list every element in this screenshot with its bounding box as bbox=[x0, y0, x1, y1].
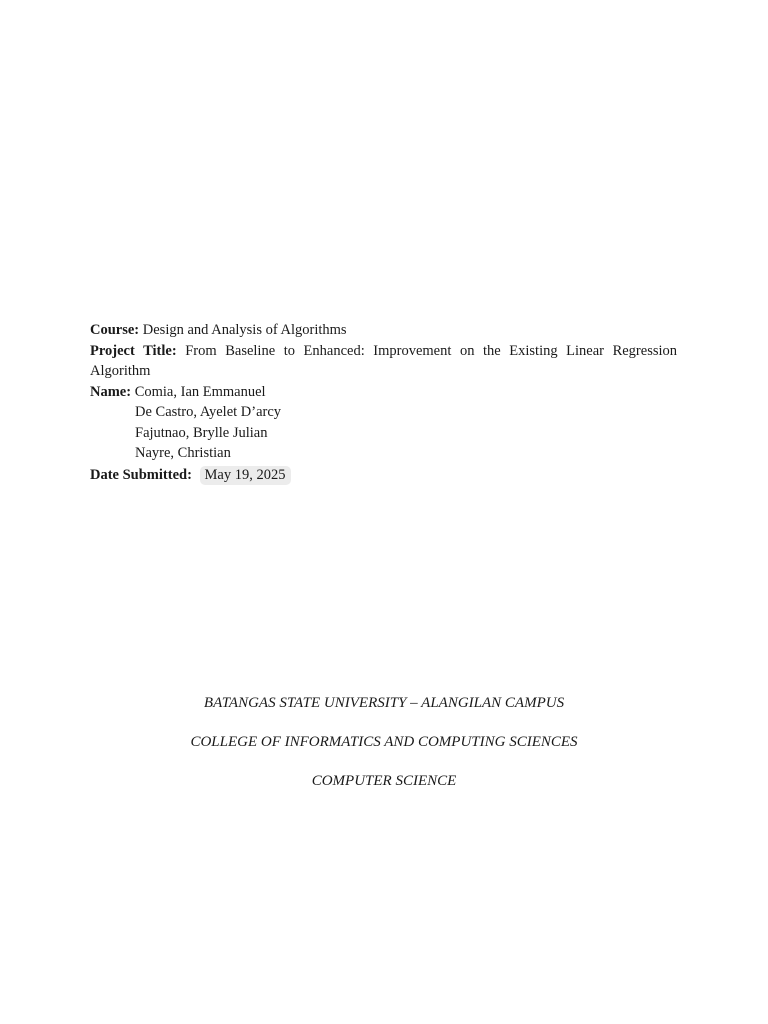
course-line bbox=[90, 320, 677, 341]
project-title-line bbox=[90, 341, 677, 382]
member-name: Nayre, Christian bbox=[135, 445, 231, 461]
member-name: Fajutnao, Brylle Julian bbox=[135, 424, 268, 441]
course-label: Course: bbox=[90, 322, 140, 338]
member-name: Comia, Ian Emmanuel bbox=[134, 383, 266, 400]
course-value: Design and Analysis of Algorithms bbox=[142, 322, 347, 338]
program-name: COMPUTER SCIENCE bbox=[311, 773, 457, 789]
project-title-value: From Baseline to Enhanced: Improvement on the Existing Linear Regression Algorithm bbox=[90, 342, 678, 379]
member-name: De Castro, Ayelet D’arcy bbox=[135, 404, 282, 420]
date-chip[interactable]: May 19, 2025 bbox=[200, 466, 291, 485]
college-name: COLLEGE OF INFORMATICS AND COMPUTING SCIENCES bbox=[190, 734, 578, 750]
university-name: BATANGAS STATE UNIVERSITY – ALANGILAN CAMPUS bbox=[203, 695, 565, 711]
institution-footer bbox=[0, 692, 768, 809]
date-submitted-line bbox=[90, 465, 677, 486]
project-title-label: Project Title: bbox=[90, 342, 177, 359]
name-label: Name: bbox=[90, 383, 132, 400]
name-line bbox=[90, 382, 677, 403]
date-submitted-label: Date Submitted: bbox=[90, 466, 192, 483]
project-info-block bbox=[90, 320, 677, 485]
